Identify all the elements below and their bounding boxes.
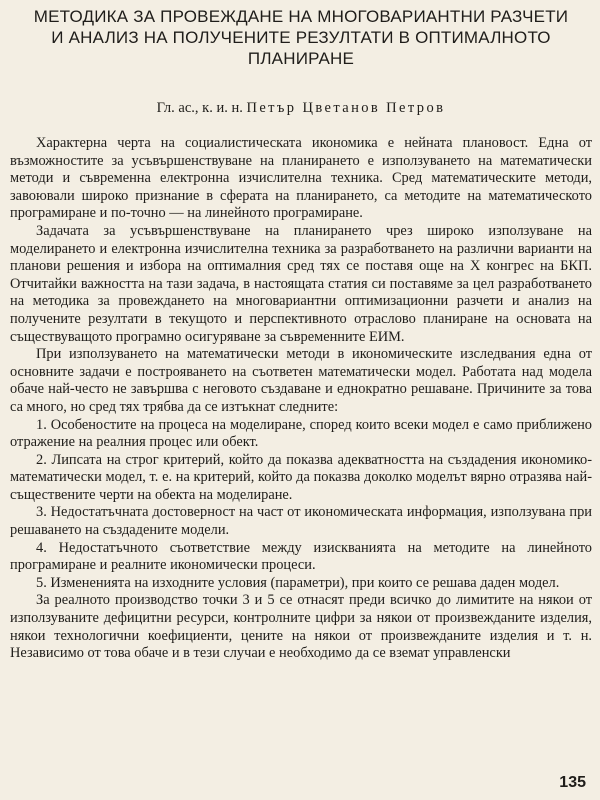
paragraph: За реалното производство точки 3 и 5 се отнасят преди всичко до лимитите на някои от използуваните дефицитни ресурси, контролните цифри за някои от произвежданите изделия, някои технологични коефициенти, цените на някои от произвежданите изделия и т. н. Независимо от това обаче и в тези случаи е необходимо да се вземат управленски xyxy=(10,592,592,662)
title-line-1: МЕТОДИКА ЗА ПРОВЕЖДАНЕ НА МНОГОВАРИАНТНИ РАЗЧЕТИ xyxy=(33,7,569,26)
author-name: Петър Цветанов Петров xyxy=(246,100,446,116)
list-item: 1. Особеностите на процеса на моделиране, според които всеки модел е само приближено отражение на реалния процес или обект. xyxy=(10,416,592,451)
paragraph: Характерна черта на социалистическата икономика е нейната плановост. Една от възможностите за усъвършенствуване на планирането е използуването на математически методи и съвременна електронна изчислителна техника. Сред математическите методи, завоювали широко признание в сферата на планирането, са методите на математическото програмиране и по-точно — на линейното програмиране. xyxy=(10,135,592,222)
page-number: 135 xyxy=(559,774,586,791)
list-item: 4. Недостатъчното съответствие между изискванията на методите на линейното програмиране и реалните икономически процеси. xyxy=(10,539,592,574)
title-line-2: И АНАЛИЗ НА ПОЛУЧЕНИТЕ РЕЗУЛТАТИ В ОПТИМАЛНОТО xyxy=(51,28,551,47)
list-item: 5. Измененията на изходните условия (параметри), при които се решава даден модел. xyxy=(36,574,560,591)
list-item: 3. Недостатъчната достоверност на част от икономическата информация, използувана при решаването на създадените модели. xyxy=(10,504,592,539)
title-line-3: ПЛАНИРАНЕ xyxy=(247,49,355,68)
list-item: 2. Липсата на строг критерий, който да показва адекватността на създадения икономико-математически модел, т. е. на критерий, който да показва доколко моделът вярно отразява най-съществените черти на обекта на моделиране. xyxy=(10,451,592,503)
article-author xyxy=(10,99,592,117)
article-title xyxy=(10,6,592,69)
author-prefix: Гл. ас., к. и. н. xyxy=(156,100,243,116)
paragraph: При използуването на математически методи в икономическите изследвания една от основните задачи е построяването на съответен математически модел. Работата над модела обаче най-често не завършва с неговото създаване и еднократно решаване. Причините за това са много, но сред тях трябва да се изтъкнат следните: xyxy=(10,346,592,415)
paragraph: Задачата за усъвършенствуване на планирането чрез широко използуване на моделирането и електронна изчислителна техника за разработването на различни варианти на планови решения и избора на оптималния сред тях се поставя още на X конгрес на БКП. Отчитайки важността на тази задача, в настоящата статия си поставяме за цел разработването на методика за провеждането на многовариантни оптимизационни разчети и анализ на получените резултати в текущото и перспективното отраслово планиране на основата на съществуващото програмно осигуряване за съвременните ЕИМ. xyxy=(10,222,592,345)
article-body xyxy=(10,135,592,663)
